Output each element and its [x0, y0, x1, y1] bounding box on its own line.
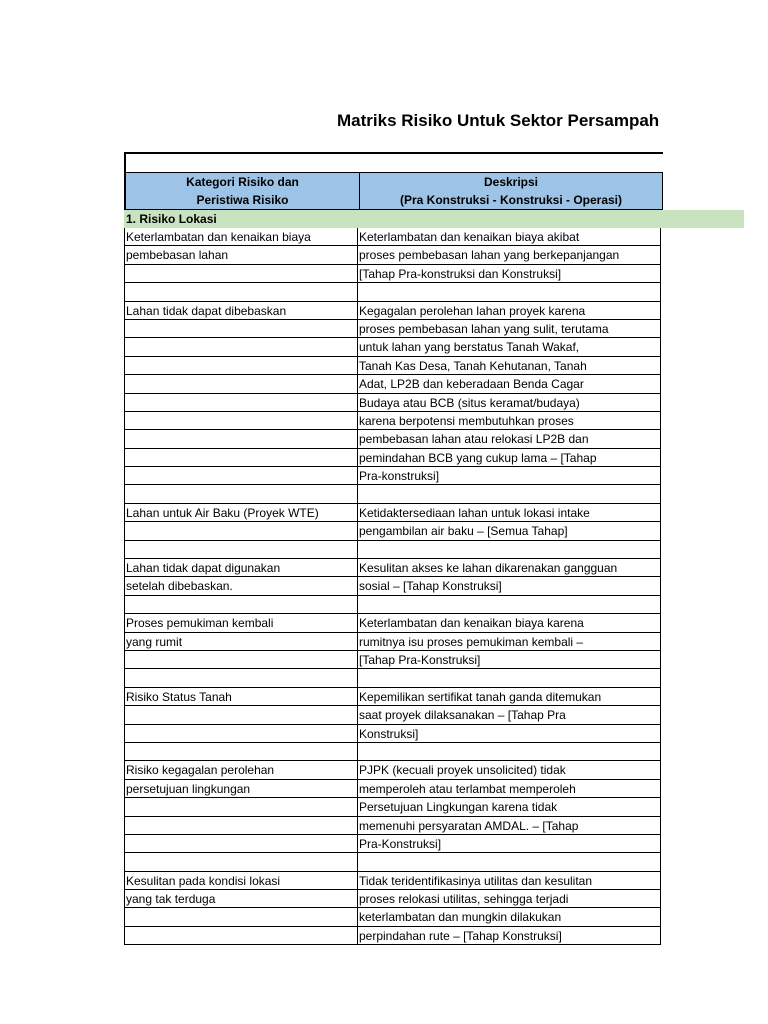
risk-description-cell	[358, 596, 661, 614]
risk-description-cell: Pra-konstruksi]	[358, 467, 661, 485]
risk-description-cell: pemindahan BCB yang cukup lama – [Tahap	[358, 449, 661, 467]
table-row	[124, 651, 661, 669]
risk-description-cell: sosial – [Tahap Konstruksi]	[358, 577, 661, 595]
table-row	[124, 761, 661, 779]
table-header-row	[126, 172, 663, 210]
risk-description-cell: pengambilan air baku – [Semua Tahap]	[358, 522, 661, 540]
risk-category-cell	[124, 669, 358, 687]
risk-description-cell	[358, 485, 661, 503]
table-row	[124, 246, 661, 264]
header-description	[360, 173, 663, 210]
header-category-line-2: Peristiwa Risiko	[196, 193, 289, 207]
table-row	[124, 283, 661, 301]
risk-description-cell: Ketidaktersediaan lahan untuk lokasi intake	[358, 504, 661, 522]
risk-category-cell: Keterlambatan dan kenaikan biaya	[124, 228, 358, 246]
table-row	[124, 320, 661, 338]
table-row	[124, 817, 661, 835]
risk-description-cell: proses pembebasan lahan yang berkepanjangan	[358, 246, 661, 264]
risk-description-cell: Keterlambatan dan kenaikan biaya karena	[358, 614, 661, 632]
table-row	[124, 669, 661, 687]
risk-category-cell	[124, 320, 358, 338]
risk-description-cell	[358, 283, 661, 301]
risk-description-cell: Kesulitan akses ke lahan dikarenakan gangguan	[358, 559, 661, 577]
risk-description-cell: proses pembebasan lahan yang sulit, terutama	[358, 320, 661, 338]
header-description-line-2: (Pra Konstruksi - Konstruksi - Operasi)	[399, 193, 623, 207]
table-row	[124, 449, 661, 467]
risk-category-cell	[124, 927, 358, 945]
table-row	[124, 467, 661, 485]
section-risiko-lokasi: 1. Risiko Lokasi	[124, 210, 744, 228]
table-row	[124, 853, 661, 871]
blank-header-row	[126, 154, 663, 172]
risk-category-cell	[124, 835, 358, 853]
risk-category-cell	[124, 394, 358, 412]
table-row	[124, 633, 661, 651]
table-row	[124, 485, 661, 503]
risk-description-cell: Persetujuan Lingkungan karena tidak	[358, 798, 661, 816]
risk-description-cell: Pra-Konstruksi]	[358, 835, 661, 853]
table-row	[124, 725, 661, 743]
table-row	[124, 357, 661, 375]
table-row	[124, 375, 661, 393]
table-row	[124, 302, 661, 320]
table-row	[124, 522, 661, 540]
risk-category-cell	[124, 541, 358, 559]
table-row	[124, 412, 661, 430]
risk-description-cell: Kepemilikan sertifikat tanah ganda ditemukan	[358, 688, 661, 706]
risk-category-cell	[124, 651, 358, 669]
risk-category-cell: Risiko kegagalan perolehan	[124, 761, 358, 779]
table-row	[124, 927, 661, 945]
document-title: Matriks Risiko Untuk Sektor Persampah	[337, 111, 660, 130]
table-row	[124, 872, 661, 890]
risk-category-cell	[124, 706, 358, 724]
risk-category-cell	[124, 725, 358, 743]
risk-category-cell: yang tak terduga	[124, 890, 358, 908]
risk-description-cell: Budaya atau BCB (situs keramat/budaya)	[358, 394, 661, 412]
table-row	[124, 890, 661, 908]
risk-description-cell: Konstruksi]	[358, 725, 661, 743]
risk-category-cell: Lahan tidak dapat digunakan	[124, 559, 358, 577]
table-body	[124, 228, 661, 945]
risk-category-cell: setelah dibebaskan.	[124, 577, 358, 595]
risk-category-cell: Risiko Status Tanah	[124, 688, 358, 706]
risk-description-cell: Kegagalan perolehan lahan proyek karena	[358, 302, 661, 320]
risk-category-cell	[124, 467, 358, 485]
risk-description-cell: memperoleh atau terlambat memperoleh	[358, 780, 661, 798]
risk-description-cell	[358, 853, 661, 871]
table-row	[124, 430, 661, 448]
risk-description-cell: untuk lahan yang berstatus Tanah Wakaf,	[358, 338, 661, 356]
risk-description-cell: karena berpotensi membutuhkan proses	[358, 412, 661, 430]
risk-category-cell: Proses pemukiman kembali	[124, 614, 358, 632]
risk-category-cell	[124, 375, 358, 393]
risk-description-cell: proses relokasi utilitas, sehingga terjadi	[358, 890, 661, 908]
risk-description-cell: Keterlambatan dan kenaikan biaya akibat	[358, 228, 661, 246]
risk-description-cell: saat proyek dilaksanakan – [Tahap Pra	[358, 706, 661, 724]
table-row	[124, 706, 661, 724]
table-row	[124, 908, 661, 926]
table-row	[124, 577, 661, 595]
header-description-line-1: Deskripsi	[483, 175, 539, 189]
risk-category-cell: Kesulitan pada kondisi lokasi	[124, 872, 358, 890]
table-row	[124, 228, 661, 246]
risk-category-cell	[124, 853, 358, 871]
table-row	[124, 835, 661, 853]
risk-description-cell: Adat, LP2B dan keberadaan Benda Cagar	[358, 375, 661, 393]
risk-category-cell	[124, 817, 358, 835]
risk-description-cell: rumitnya isu proses pemukiman kembali –	[358, 633, 661, 651]
risk-description-cell: [Tahap Pra-konstruksi dan Konstruksi]	[358, 265, 661, 283]
risk-category-cell	[124, 265, 358, 283]
risk-category-cell	[124, 430, 358, 448]
risk-category-cell: yang rumit	[124, 633, 358, 651]
risk-description-cell: [Tahap Pra-Konstruksi]	[358, 651, 661, 669]
table-row	[124, 504, 661, 522]
table-row	[124, 265, 661, 283]
risk-category-cell	[124, 283, 358, 301]
table-row	[124, 394, 661, 412]
risk-category-cell: persetujuan lingkungan	[124, 780, 358, 798]
risk-description-cell	[358, 669, 661, 687]
risk-category-cell	[124, 522, 358, 540]
risk-description-cell: keterlambatan dan mungkin dilakukan	[358, 908, 661, 926]
risk-category-cell	[124, 412, 358, 430]
risk-category-cell: pembebasan lahan	[124, 246, 358, 264]
risk-category-cell	[124, 449, 358, 467]
risk-description-cell: Tanah Kas Desa, Tanah Kehutanan, Tanah	[358, 357, 661, 375]
table-row	[124, 743, 661, 761]
risk-category-cell	[124, 908, 358, 926]
table-row	[124, 559, 661, 577]
risk-category-cell: Lahan untuk Air Baku (Proyek WTE)	[124, 504, 358, 522]
table-row	[124, 338, 661, 356]
risk-category-cell	[124, 357, 358, 375]
header-category-line-1: Kategori Risiko dan	[186, 175, 299, 189]
table-row	[124, 780, 661, 798]
risk-category-cell	[124, 743, 358, 761]
table-row	[124, 614, 661, 632]
risk-category-cell	[124, 596, 358, 614]
risk-description-cell	[358, 541, 661, 559]
risk-category-cell	[124, 798, 358, 816]
risk-table	[124, 152, 663, 210]
risk-category-cell: Lahan tidak dapat dibebaskan	[124, 302, 358, 320]
risk-description-cell: pembebasan lahan atau relokasi LP2B dan	[358, 430, 661, 448]
risk-description-cell: perpindahan rute – [Tahap Konstruksi]	[358, 927, 661, 945]
risk-description-cell: memenuhi persyaratan AMDAL. – [Tahap	[358, 817, 661, 835]
table-row	[124, 541, 661, 559]
risk-category-cell	[124, 338, 358, 356]
risk-description-cell: Tidak teridentifikasinya utilitas dan kesulitan	[358, 872, 661, 890]
table-row	[124, 688, 661, 706]
table-row	[124, 596, 661, 614]
table-row	[124, 798, 661, 816]
risk-description-cell	[358, 743, 661, 761]
risk-description-cell: PJPK (kecuali proyek unsolicited) tidak	[358, 761, 661, 779]
risk-category-cell	[124, 485, 358, 503]
header-category	[126, 173, 360, 210]
